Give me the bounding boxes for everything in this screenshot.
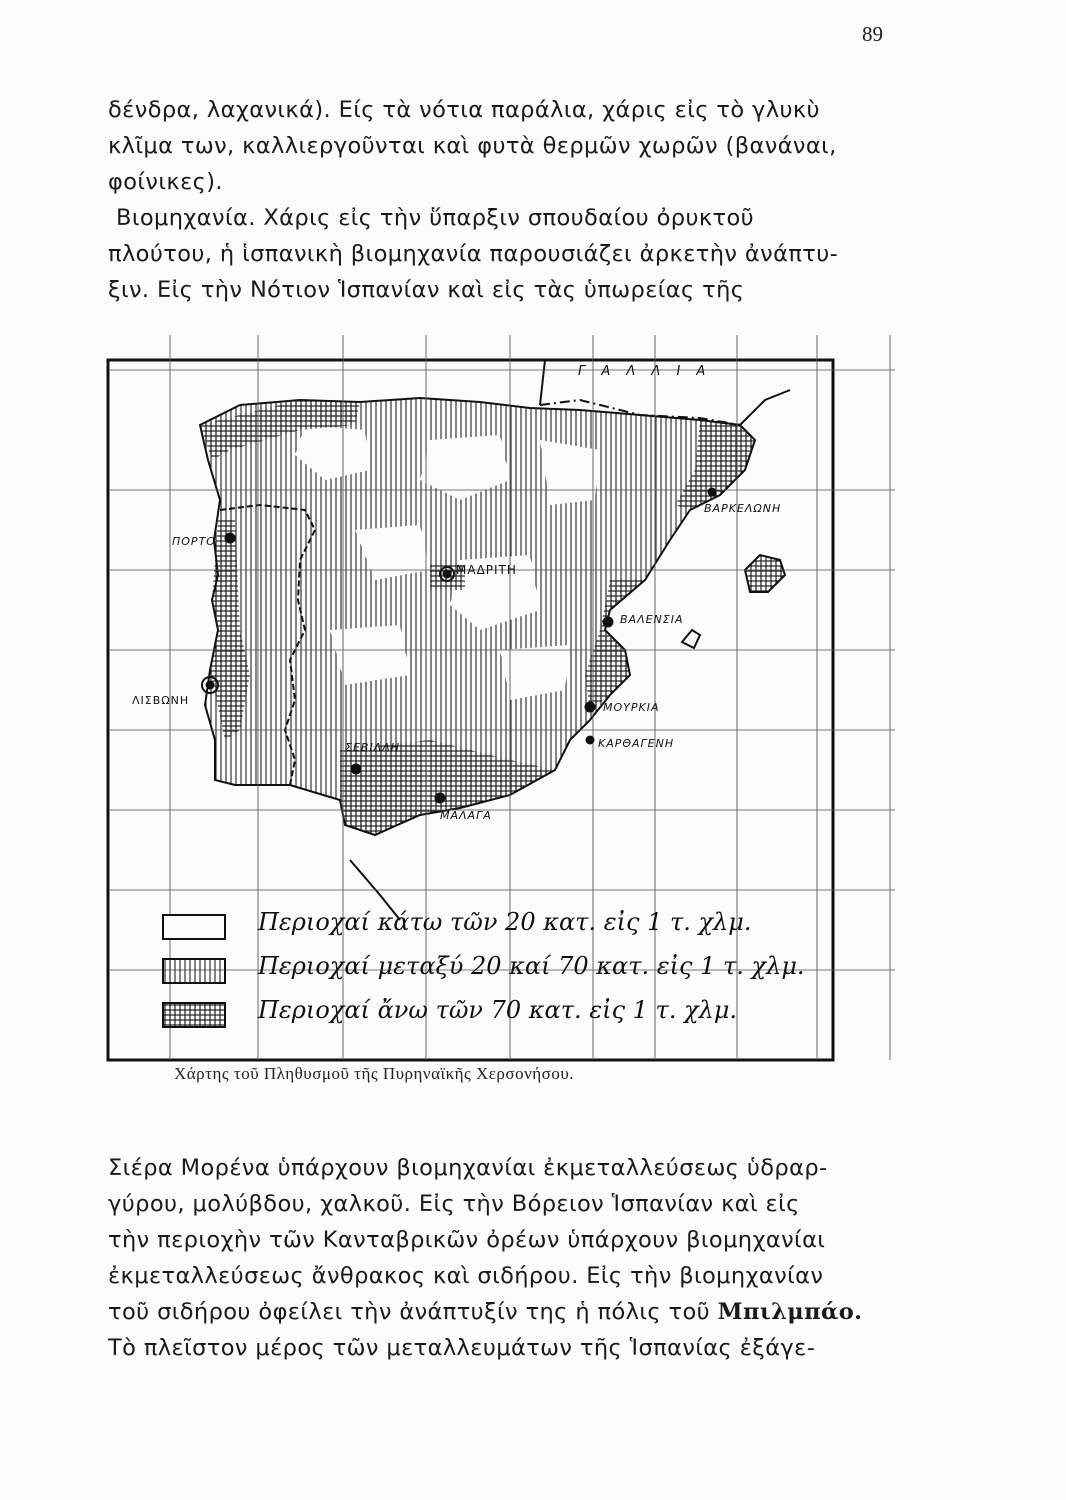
population-map-figure: [100, 330, 900, 1070]
text-line: φοίνικες).: [108, 169, 223, 195]
legend-pattern-grid: [164, 1004, 224, 1026]
seville-label: ΣΕΒΙΛΛΗ: [345, 741, 401, 754]
legend-text-low: Περιοχαί κάτω τῶν 20 κατ. εἰς 1 τ. χλμ.: [258, 908, 752, 936]
malaga-marker: [435, 793, 445, 803]
valencia-marker: [603, 617, 613, 627]
france-label: Γ Α Λ Λ Ι Α: [578, 364, 712, 379]
barcelona-marker: [708, 488, 716, 496]
text-line: γύρου, μολύβδου, χαλκοῦ. Εἰς τὴν Βόρειον Ἱσπανίαν καὶ εἰς: [108, 1191, 800, 1217]
legend-pattern-vertical: [164, 960, 224, 982]
legend-text-medium: Περιοχαί μεταξύ 20 καί 70 κατ. εἰς 1 τ. χλμ.: [258, 952, 805, 980]
bottom-paragraph: [108, 1150, 898, 1366]
cartagena-marker: [586, 736, 594, 744]
france-coast: [740, 390, 790, 425]
text-line: Τὸ πλεῖστον μέρος τῶν μεταλλευμάτων τῆς Ἱσπανίας ἐξάγε-: [108, 1335, 816, 1361]
barcelona-label: ΒΑΡΚΕΛΩΝΗ: [704, 502, 782, 515]
murcia-label: ΜΟΥΡΚΙΑ: [603, 701, 660, 714]
madrid-label: ΜΑΔΡΙΤΗ: [456, 563, 517, 577]
text-line: ξιν. Εἰς τὴν Νότιον Ἱσπανίαν καὶ εἰς τὰς ὑπωρείας τῆς: [108, 277, 745, 303]
legend-swatch-low: [162, 914, 226, 940]
france-coast: [540, 360, 545, 405]
top-paragraph: [108, 92, 898, 308]
text-line: δένδρα, λαχανικά). Είς τὰ νότια παράλια, χάρις εἰς τὸ γλυκὺ: [108, 97, 820, 123]
city-bilbao: Μπιλμπάο.: [717, 1299, 863, 1325]
valencia-label: ΒΑΛΕΝΣΙΑ: [620, 613, 684, 626]
lisbon-label: ΛΙΣΒΩΝΗ: [132, 694, 190, 707]
malaga-label: ΜΑΛΑΓΑ: [440, 809, 492, 822]
seville-marker: [351, 764, 361, 774]
text-line: Βιομηχανία. Χάρις εἰς τὴν ὕπαρξιν σπουδαίου ὀρυκτοῦ: [116, 205, 755, 231]
cartagena-label: ΚΑΡΘΑΓΕΝΗ: [598, 737, 675, 750]
page-number: 89: [862, 22, 883, 46]
balearic-island: [682, 630, 700, 648]
legend-swatch-medium: [162, 958, 226, 984]
low-density-area: [540, 440, 600, 505]
murcia-marker: [585, 702, 595, 712]
text-line: [108, 1294, 898, 1330]
text-line-part: τοῦ σιδήρου ὀφείλει τὴν ἀνάπτυξίν της ἡ πόλις τοῦ: [108, 1299, 711, 1325]
legend-text-high: Περιοχαί ἄνω τῶν 70 κατ. εἰς 1 τ. χλμ.: [258, 996, 738, 1024]
lisbon-marker-dot: [206, 681, 214, 689]
porto-marker: [225, 533, 235, 543]
porto-label: ΠΟΡΤΟ: [172, 535, 216, 548]
balearic-island: [745, 555, 785, 592]
map-caption: Χάρτης τοῦ Πληθυσμοῦ τῆς Πυρηναϊκῆς Χερσονήσου.: [174, 1064, 574, 1083]
text-line: κλῖμα των, καλλιεργοῦνται καὶ φυτὰ θερμῶν χωρῶν (βανάναι,: [108, 133, 837, 159]
text-line: τὴν περιοχὴν τῶν Κανταβρικῶν ὀρέων ὑπάρχουν βιομηχανίαι: [108, 1227, 826, 1253]
legend-swatch-high: [162, 1002, 226, 1028]
text-line: πλούτου, ἡ ἱσπανικὴ βιομηχανία παρουσιάζει ἀρκετὴν ἀνάπτυ-: [108, 241, 839, 267]
text-line: Σιέρα Μορένα ὑπάρχουν βιομηχανίαι ἐκμεταλλεύσεως ὑδραρ-: [108, 1155, 828, 1181]
text-line: ἐκμεταλλεύσεως ἄνθρακος καὶ σιδήρου. Εἰς τὴν βιομηχανίαν: [108, 1263, 824, 1289]
madrid-marker-dot: [443, 570, 451, 578]
